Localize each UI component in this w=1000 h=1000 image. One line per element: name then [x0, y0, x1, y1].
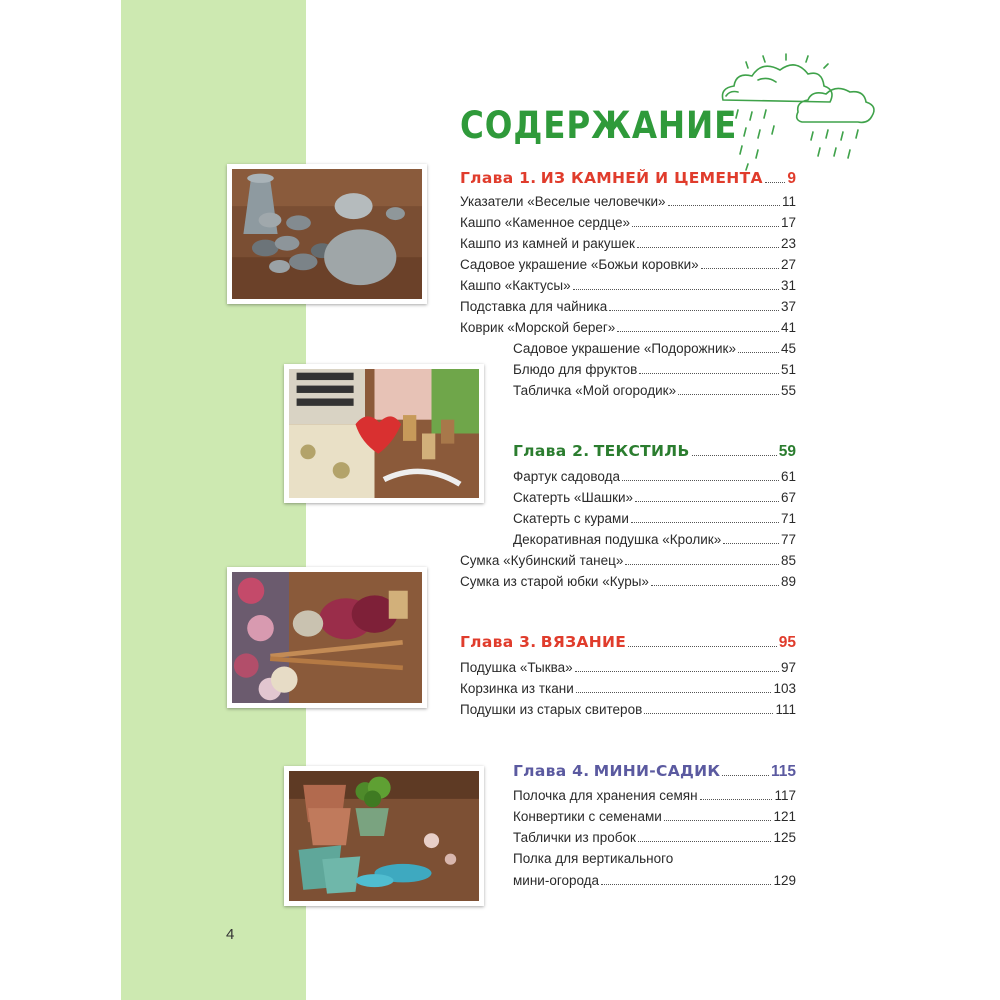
dot-leader [625, 564, 779, 565]
page-ref: 125 [773, 830, 796, 845]
item-title: Подушки из старых свитеров [460, 702, 643, 717]
item-title: Сумка из старой юбки «Куры» [460, 574, 649, 589]
toc-item[interactable] [460, 319, 796, 336]
green-side-band [121, 0, 306, 1000]
dot-leader [651, 585, 779, 586]
toc-item[interactable] [513, 787, 796, 804]
dot-leader [738, 352, 779, 353]
toc-item[interactable] [513, 340, 796, 357]
toc-item[interactable] [513, 382, 796, 399]
page-ref: 71 [780, 511, 796, 526]
flowerpots-photo [284, 766, 484, 906]
page-ref: 55 [780, 383, 796, 398]
dot-leader [668, 205, 780, 206]
page-ref: 67 [780, 490, 796, 505]
page-ref: 129 [773, 873, 796, 888]
item-title: Табличка «Мой огородик» [513, 383, 677, 398]
chapter-prefix: Глава 4. [513, 762, 590, 780]
item-title: Садовое украшение «Божьи коровки» [460, 257, 699, 272]
toc-item[interactable] [513, 531, 796, 548]
page-ref: 111 [775, 702, 796, 717]
toc-item[interactable] [513, 489, 796, 506]
page-ref: 117 [774, 788, 796, 803]
toc-item[interactable] [460, 680, 796, 697]
page-ref: 41 [780, 320, 796, 335]
page-ref: 61 [780, 469, 796, 484]
chapter-prefix: Глава 3. [460, 633, 537, 651]
page-ref: 51 [780, 362, 796, 377]
chapter-3-entry[interactable] [460, 634, 796, 651]
item-title: Скатерть с курами [513, 511, 629, 526]
item-title: Фартук садовода [513, 469, 620, 484]
page-number: 4 [226, 926, 235, 943]
page-ref: 103 [773, 681, 796, 696]
rain-cloud-icon [718, 50, 878, 175]
page-ref: 9 [787, 170, 796, 187]
toc-item[interactable] [460, 573, 796, 590]
toc-item[interactable] [460, 659, 796, 676]
dot-leader [639, 373, 779, 374]
page-ref: 115 [770, 763, 796, 780]
dot-leader [635, 501, 779, 502]
toc-item[interactable] [513, 829, 796, 846]
toc-item[interactable] [460, 256, 796, 273]
chapter-2-entry[interactable] [513, 443, 796, 460]
page-ref: 89 [780, 574, 796, 589]
chapter-name: ТЕКСТИЛЬ [593, 442, 690, 460]
toc-item[interactable] [460, 701, 796, 718]
dot-leader [576, 692, 772, 693]
toc-item[interactable] [460, 193, 796, 210]
item-title: Блюдо для фруктов [513, 362, 638, 377]
dot-leader [601, 884, 771, 885]
dot-leader [723, 543, 779, 544]
textile-photo [284, 364, 484, 503]
knitting-photo [227, 567, 427, 708]
item-title: Декоративная подушка «Кролик» [513, 532, 722, 547]
dot-leader [632, 226, 779, 227]
chapter-prefix: Глава 1. [460, 169, 537, 187]
item-title: Садовое украшение «Подорожник» [513, 341, 736, 356]
stones-photo [227, 164, 427, 304]
item-title: Корзинка из ткани [460, 681, 574, 696]
item-title: Коврик «Морской берег» [460, 320, 616, 335]
chapter-name: ВЯЗАНИЕ [540, 633, 627, 651]
dot-leader [638, 841, 772, 842]
item-title-line-1[interactable]: Полка для вертикального [513, 851, 674, 866]
dot-leader [573, 289, 779, 290]
item-title: мини-огорода [513, 873, 600, 888]
dot-leader [765, 182, 786, 183]
dot-leader [700, 799, 773, 800]
page-ref: 11 [781, 194, 796, 209]
dot-leader [722, 775, 769, 776]
chapter-name: МИНИ-САДИК [593, 762, 721, 780]
item-title: Конвертики с семенами [513, 809, 662, 824]
page-ref: 27 [780, 257, 796, 272]
page-title: СОДЕРЖАНИЕ [460, 104, 738, 147]
dot-leader [701, 268, 779, 269]
dot-leader [637, 247, 779, 248]
dot-leader [631, 522, 779, 523]
page-ref: 77 [780, 532, 796, 547]
item-title: Скатерть «Шашки» [513, 490, 634, 505]
item-title: Сумка «Кубинский танец» [460, 553, 624, 568]
dot-leader [575, 671, 779, 672]
page-ref: 85 [780, 553, 796, 568]
dot-leader [678, 394, 779, 395]
page-ref: 37 [780, 299, 796, 314]
chapter-4-entry[interactable] [513, 763, 796, 780]
dot-leader [622, 480, 779, 481]
page-ref: 31 [780, 278, 796, 293]
item-title: Кашпо из камней и ракушек [460, 236, 635, 251]
toc-item[interactable] [513, 361, 796, 378]
item-title: Подставка для чайника [460, 299, 608, 314]
dot-leader [609, 310, 779, 311]
item-title: Указатели «Веселые человечки» [460, 194, 666, 209]
toc-item[interactable] [460, 214, 796, 231]
page-ref: 95 [778, 634, 796, 651]
toc-item[interactable] [460, 298, 796, 315]
page-ref: 23 [780, 236, 796, 251]
dot-leader [664, 820, 772, 821]
chapter-name: ИЗ КАМНЕЙ И ЦЕМЕНТА [540, 169, 763, 187]
dot-leader [692, 455, 777, 456]
chapter-1-entry[interactable] [460, 170, 796, 187]
page-ref: 121 [773, 809, 796, 824]
dot-leader [617, 331, 779, 332]
chapter-prefix: Глава 2. [513, 442, 590, 460]
page-ref: 17 [780, 215, 796, 230]
page-ref: 97 [780, 660, 796, 675]
item-title: Полочка для хранения семян [513, 788, 698, 803]
item-title: Подушка «Тыква» [460, 660, 573, 675]
toc-item[interactable] [513, 468, 796, 485]
toc-item[interactable] [460, 235, 796, 252]
dot-leader [644, 713, 773, 714]
toc-item[interactable] [513, 510, 796, 527]
item-title: Кашпо «Кактусы» [460, 278, 571, 293]
item-title: Таблички из пробок [513, 830, 636, 845]
toc-item[interactable] [513, 808, 796, 825]
toc-item[interactable] [513, 872, 796, 889]
page-ref: 45 [780, 341, 796, 356]
page-ref: 59 [778, 443, 796, 460]
toc-item[interactable] [460, 277, 796, 294]
item-title: Кашпо «Каменное сердце» [460, 215, 631, 230]
dot-leader [628, 646, 777, 647]
toc-item[interactable] [460, 552, 796, 569]
